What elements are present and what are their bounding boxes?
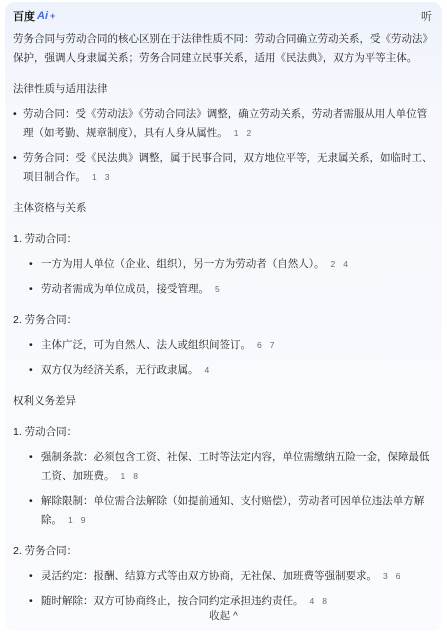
chevron-up-icon: ^	[233, 611, 238, 622]
card-header	[13, 8, 434, 24]
list-item	[13, 361, 434, 380]
section-title-rights: 权利义务差异	[13, 395, 76, 407]
bullet-text: 劳务合同：受《民法典》调整，属于民事合同，双方地位平等，无隶属关系，如临时工、项目制合作。	[23, 152, 433, 183]
list-item	[13, 336, 434, 355]
citation-ref[interactable]: 8	[322, 596, 327, 606]
group-label: 2. 劳务合同：	[13, 314, 78, 326]
group-label: 2. 劳务合同：	[13, 545, 78, 557]
citation-ref[interactable]: 3	[104, 172, 110, 182]
citation-ref[interactable]: 6	[257, 340, 262, 350]
sparkle-icon: +	[50, 11, 56, 21]
list-item	[13, 492, 434, 530]
citation-ref[interactable]: 2	[246, 128, 252, 138]
brand-ai: Ai	[37, 10, 48, 22]
brand-name: 百度	[13, 11, 35, 23]
intro-paragraph: 劳务合同与劳动合同的核心区别在于法律性质不同：劳动合同确立劳动关系，受《劳动法》保护，强调人身隶属关系；劳务合同建立民事关系，适用《民法典》，双方为平等主体。	[13, 33, 433, 64]
citation-ref[interactable]: 4	[309, 596, 315, 606]
collapse-button[interactable]	[5, 608, 442, 623]
baidu-ai-logo	[13, 8, 55, 24]
collapse-label: 收起	[209, 610, 231, 622]
citation-ref[interactable]: 8	[133, 471, 138, 481]
citation-ref[interactable]: 4	[343, 259, 348, 269]
list-item	[13, 255, 434, 274]
list-item	[13, 448, 434, 486]
bullet-text: 随时解除：双方可协商终止，按合同约定承担违约责任。	[41, 595, 304, 607]
citation-ref[interactable]: 1	[233, 128, 239, 138]
citation-ref[interactable]: 1	[92, 172, 97, 182]
citation-ref[interactable]: 1	[120, 471, 126, 481]
bullet-text: 双方仅为经济关系，无行政隶属。	[41, 364, 199, 376]
bullet-text: 灵活约定：报酬、结算方式等由双方协商，无社保、加班费等强制要求。	[41, 570, 377, 582]
bullet-text: 主体广泛，可为自然人、法人或组织间签订。	[41, 339, 251, 351]
section-title-subject: 主体资格与关系	[13, 202, 87, 214]
citation-ref[interactable]: 4	[204, 365, 210, 375]
bullet-text: 劳动合同：受《劳动法》《劳动合同法》调整，确立劳动关系，劳动者需服从用人单位管理（如考勤、规章制度），具有人身从属性。	[23, 108, 428, 139]
citation-ref[interactable]: 6	[395, 571, 401, 581]
citation-ref[interactable]: 5	[215, 284, 220, 294]
bullet-text: 强制条款：必须包含工资、社保、工时等法定内容，单位需缴纳五险一金，保障最低工资、加班费。	[41, 451, 430, 482]
list-item	[13, 280, 434, 299]
ai-answer-card	[5, 2, 442, 631]
citation-ref[interactable]: 1	[68, 515, 73, 525]
bullet-text: 劳动者需成为单位成员，接受管理。	[41, 283, 209, 295]
citation-ref[interactable]: 2	[330, 259, 336, 269]
group-label: 1. 劳动合同：	[13, 426, 78, 438]
citation-ref[interactable]: 3	[383, 571, 388, 581]
bullet-text: 一方为用人单位（企业、组织），另一方为劳动者（自然人）。	[41, 258, 325, 270]
list-item	[13, 567, 434, 586]
answer-content	[13, 30, 434, 611]
group-label: 1. 劳动合同：	[13, 233, 78, 245]
section-title-legal-nature: 法律性质与适用法律	[13, 83, 108, 95]
bullet-text: 解除限制：单位需合法解除（如提前通知、支付赔偿），劳动者可因单位违法单方解除。	[41, 495, 425, 526]
citation-ref[interactable]: 9	[80, 515, 86, 525]
list-item	[13, 149, 434, 187]
listen-button[interactable]: 听	[421, 11, 432, 23]
list-item	[13, 105, 434, 143]
citation-ref[interactable]: 7	[269, 340, 275, 350]
